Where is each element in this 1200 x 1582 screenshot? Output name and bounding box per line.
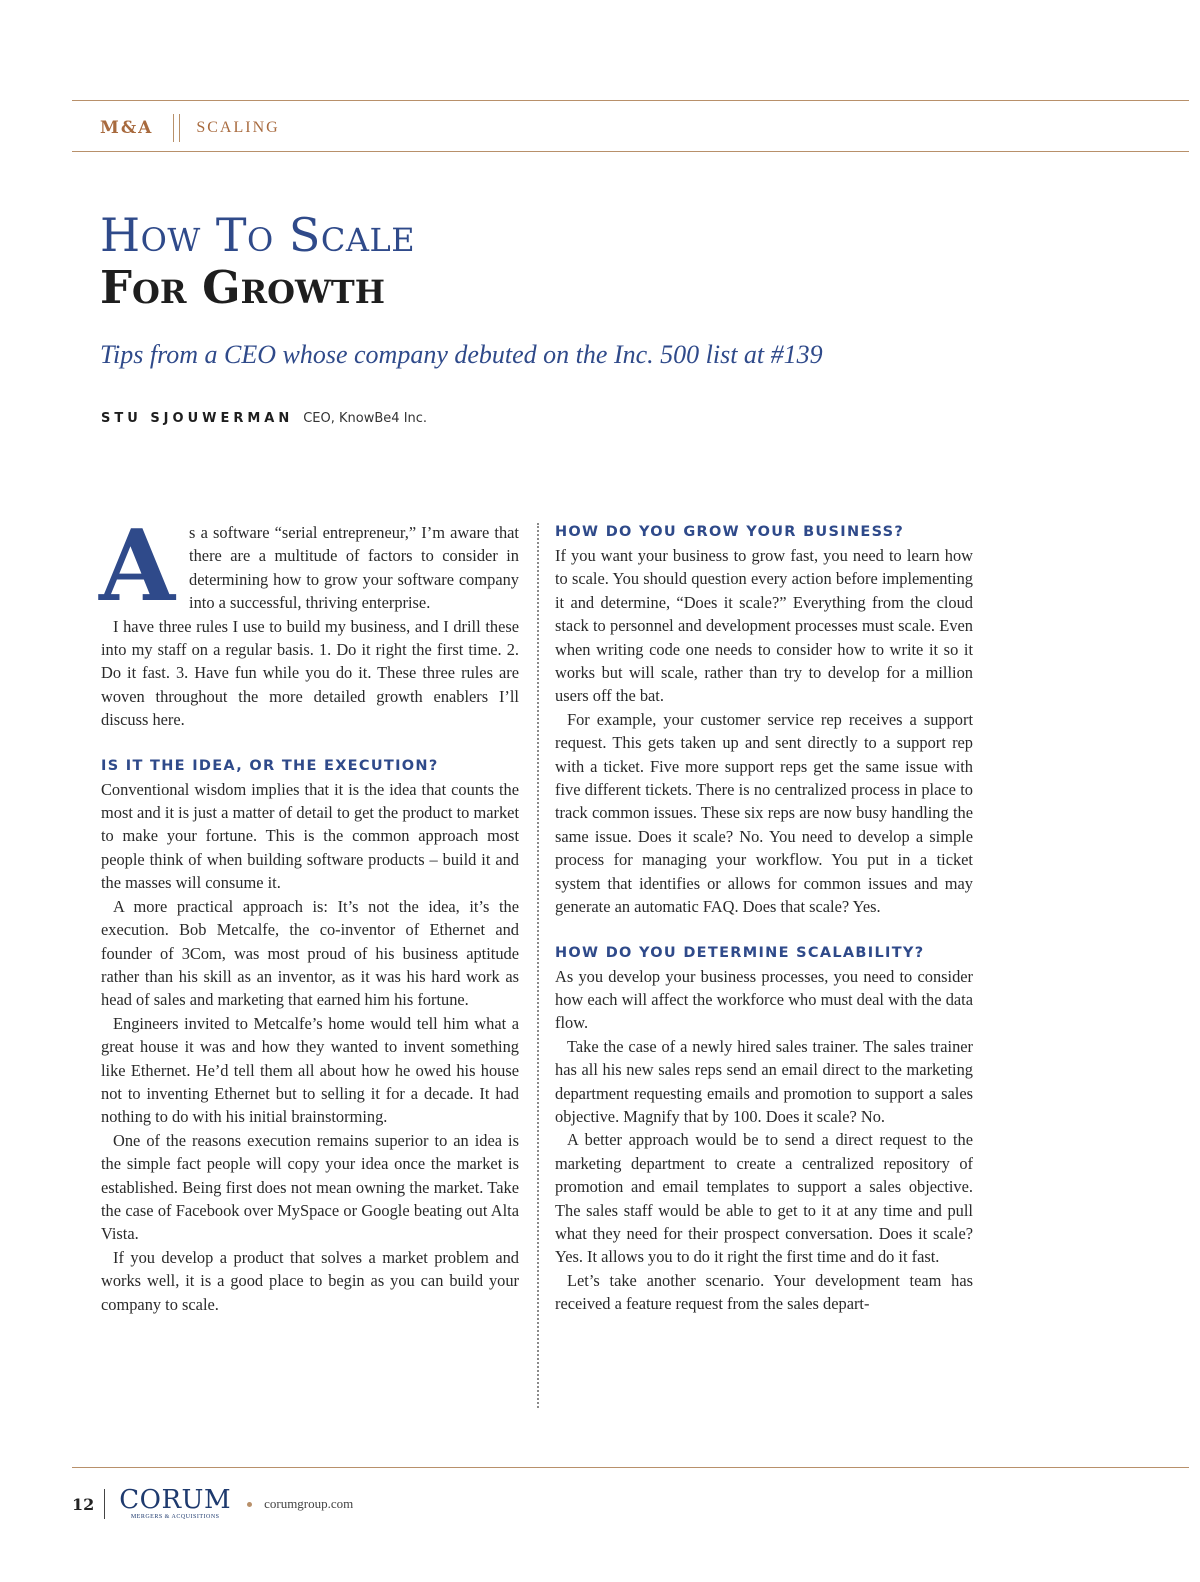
corum-logo [119,1485,232,1520]
right-column [555,521,973,1316]
body-paragraph: A more practical approach is: It’s not the idea, it’s the execution. Bob Metcalfe, the co-inventor of Ethernet and founder of 3Com, was most proud of his business aptitude rather than his skill as an inventor, as it was his hard work as head of sales and marketing that earned him his fortune. [101,896,519,1010]
article-title-line1: How To Scale [100,208,416,262]
body-paragraph: Let’s take another scenario. Your development team has received a feature request from the sales depart- [555,1270,973,1314]
left-column [99,509,519,1316]
top-rule [72,100,1189,101]
subsection-label: SCALING [196,119,280,136]
section-heading: HOW DO YOU GROW YOUR BUSINESS? [555,524,905,540]
author-role: CEO, KnowBe4 Inc. [303,411,428,426]
intro-paragraph [99,509,519,624]
section-heading: IS IT THE IDEA, OR THE EXECUTION? [101,757,439,774]
article-subtitle: Tips from a CEO whose company debuted on the Inc. 500 list at #139 [100,340,823,369]
drop-cap: A [99,509,176,624]
author-name: STU SJOUWERMAN [101,411,294,426]
page-footer [72,1486,353,1522]
body-paragraph: I have three rules I use to build my business, and I drill these into my staff on a regular basis. 1. Do it right the first time. 2. Do it fast. 3. Have fun while you do it. These three rules are woven throughout the more detailed growth enablers I’ll discuss here. [101,616,519,730]
body-paragraph: Conventional wisdom implies that it is the idea that counts the most and it is just a matter of detail to get the product to market to make your fortune. This is the common approach most people think of when building software products – build it and the masses will consume it. [101,779,519,893]
logo-tagline: MERGERS & ACQUISITIONS [130,1514,220,1520]
body-paragraph: One of the reasons execution remains superior to an idea is the simple fact people will copy your idea once the market is established. Being first does not mean owning the market. Take the case of Facebook over MySpace or Google beating out Alta Vista. [101,1130,519,1244]
body-paragraph: If you develop a product that solves a market problem and works well, it is a good place to begin as you can build your company to scale. [101,1247,519,1314]
page-number: 12 [72,1494,95,1514]
logo-wordmark: CORUM [119,1485,232,1515]
header-divider [173,114,180,142]
footer-rule [72,1467,1189,1468]
section-header [100,114,280,142]
website-url: corumgroup.com [264,1496,354,1511]
header-bottom-rule [72,151,1189,152]
column-separator [537,523,539,1408]
footer-divider [104,1489,105,1519]
body-paragraph: For example, your customer service rep receives a support request. This gets taken up and sent directly to a support rep with a ticket. Five more support reps get the same issue with five different tickets. There is no centralized process in place to track common issues. These six reps are now busy handling the same issue. Does it scale? No. You need to develop a simple process for managing your workflow. You put in a ticket system that identifies or allows for common issues and may generate an automatic FAQ. Does that scale? Yes. [555,709,973,917]
section-heading: HOW DO YOU DETERMINE SCALABILITY? [555,944,925,961]
body-paragraph: Take the case of a newly hired sales trainer. The sales trainer has all his new sales reps send an email direct to the marketing department requesting emails and promotion to support a sales objective. Magnify that by 100. Does it scale? No. [555,1036,973,1126]
intro-text: s a software “serial entrepreneur,” I’m aware that there are a multitude of factors to consider in determining how to grow your software company into a successful, thriving enterprise. [189,523,519,613]
bullet-dot [247,1502,252,1507]
byline [101,409,427,427]
body-paragraph: As you develop your business processes, you need to consider how each will affect the workforce who must deal with the data flow. [555,966,973,1033]
article-title-line2: For Growth [100,261,385,314]
body-paragraph: If you want your business to grow fast, you need to learn how to scale. You should question every action before implementing it and determine, “Does it scale?” Everything from the cloud stack to personnel and development processes must scale. Even when writing code one needs to consider how to write it so it works but will scale, rather than try to develop for a million users off the bat. [555,546,973,706]
body-paragraph: A better approach would be to send a direct request to the marketing department to create a centralized repository of promotion and email templates to support a sales objective. The sales staff would be able to get to it at any time and pull what they need for their prospect conversation. Does it scale? Yes. It allows you to do it right the first time and do it fast. [555,1130,973,1267]
body-paragraph: Engineers invited to Metcalfe’s home would tell him what a great house it was and how they wanted to invent something like Ethernet. He’d tell them all about how he owed his house not to inventing Ethernet but to selling it for a decade. It had nothing to do with his initial brainstorming. [101,1013,519,1127]
section-label: M&A [100,118,154,138]
